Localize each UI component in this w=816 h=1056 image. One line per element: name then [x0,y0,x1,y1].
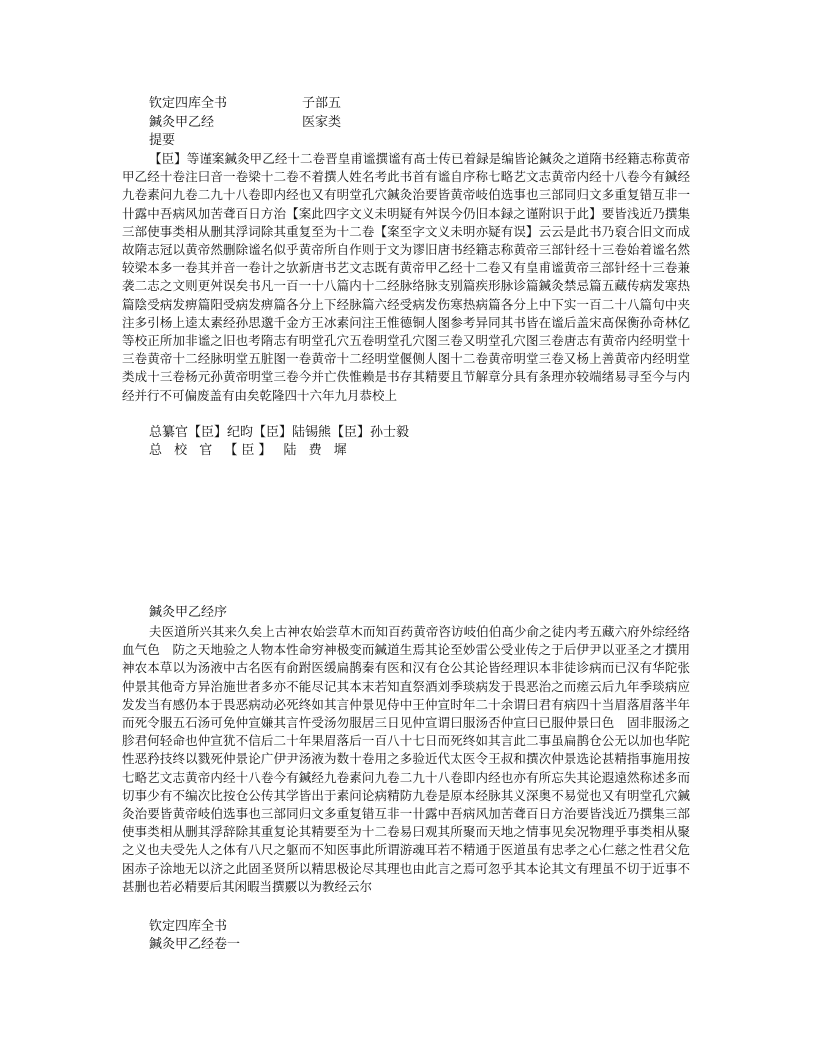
proofreader-line: 总 校 官 【臣】 陆 费 墀 [149,443,351,458]
compilers-line: 总纂官【臣】纪昀【臣】陆锡熊【臣】孙士毅 [149,425,410,440]
footer-volume-title: 鍼灸甲乙经卷一 [149,937,241,952]
tiyao-label: 提要 [149,133,176,148]
footer-collection-title: 钦定四库全书 [149,919,228,934]
book-title: 鍼灸甲乙经 [149,115,215,130]
section-label: 子部五 [302,96,342,111]
tiyao-paragraph: 【臣】等谨案鍼灸甲乙经十二卷晋皇甫谧撰谧有髙士传已着録是编皆论鍼灸之道隋书经籍志称黄帝甲乙经十卷注曰音一卷梁十二卷不着撰人姓名考此书首有谧自序称七略艺文志黄帝内经十八卷今有鍼经九卷素问九卷二九十八卷即内经也又有明堂孔穴鍼灸治要皆黄帝岐伯选事也三部同归文多重复错互非一卄露中吾病风加苦聋百日方治【案此四字文义未明疑有舛误今仍旧本録之谨附识于此】要皆浅近乃撰集三部使事类相从删其浮词除其重复至为十二卷【案至字文义未明亦疑有误】云云是此书乃裒合旧文而成故隋志冠以黄帝然删除谧名似乎黄帝所自作则于文为谬旧唐书经籍志称黄帝三部针经十三卷始着谧名然较梁本多一卷其并音一卷计之欤新唐书艺文志既有黄帝甲乙经十二卷又有皇甫谧黄帝三部针经十三卷兼袭二志之文则更舛误矣书凡一百一十八篇内十二经脉络脉支别篇疾形脉诊篇鍼灸禁忌篇五藏传病发寒热篇陰受病发痹篇阳受病发痹篇各分上下经脉篇六经受病发伤寒热病篇各分上中下实一百二十八篇句中夹注多引杨上逵太素经孙思邈千金方王冰素问注王惟德铜人图参考异同其书皆在谧后盖宋髙保衡孙奇林亿等校正所加非谧之旧也考隋志有明堂孔穴五卷明堂孔穴图三卷又明堂孔穴图三卷唐志有黄帝内经明堂十三卷黄帝十二经脉明堂五脏图一卷黄帝十二经明堂偃侧人图十二卷黄帝明堂三卷又杨上善黄帝内经明堂类成十三卷杨元孙黄帝明堂三卷今并亡佚惟赖是书存其精要且节解章分具有条理亦较端绪易寻至今与内经并行不可偏废盖有由矣乾隆四十六年九月恭校上 [122,151,690,403]
preface-paragraph: 夫医道所兴其来久矣上古神农始尝草木而知百药黄帝咨访岐伯伯髙少俞之徒内考五藏六府外综经络血气色 防之天地验之人物本性命穷神极变而鍼道生焉其论至妙雷公受业传之于后伊尹以亚圣之才撰用神农本草以为汤液中古名医有俞跗医缓扁鹊秦有医和汉有仓公其论皆经理识本非徒诊病而已汉有华陀张仲景其他奇方异治施世者多亦不能尽记其本末若知直祭酒刘季琰病发于畏恶治之而瘥云后九年季琰病应发发当有感仍本于畏恶病动必死终如其言仲景见侍中王仲宣时年二十余谓曰君有病四十当眉落眉落半年而死令服五石汤可免仲宣嫌其言忤受汤勿服居三日见仲宣谓曰服汤否仲宣曰已服仲景曰色 固非服汤之胗君何轻命也仲宣犹不信后二十年果眉落后一百八十七日而死终如其言此二事虽扁鹊仓公无以加也华陀性恶矜技终以戮死仲景论广伊尹汤液为数十卷用之多验近代太医令王叔和撰次仲景选论甚精指事施用按七略艺文志黄帝内经十八卷今有鍼经九卷素问九卷二九十八卷即内经也亦有所忘失其论遐遠然称述多而切事少有不编次比按仓公传其学皆出于素问论病精防九卷是原本经脉其义深奥不易觉也又有明堂孔穴鍼灸治要皆黄帝岐伯选事也三部同归文多重复错互非一卄露中吾病风加苦聋百日方治要皆浅近乃撰集三部使事类相从删其浮辞除其重复论其精要至为十二卷易曰观其所聚而天地之情事见矣况物理乎事类相从聚之义也夫受先人之体有八尺之躯而不知医事此所谓游魂耳若不精通于医道虽有忠孝之心仁慈之性君父危困赤子涂地无以济之此固圣贤所以精思极论尽其理也由此言之焉可忽乎其本论其文有理虽不切于近事不甚删也若必精要后其闲暇当撰覈以为教经云尔 [122,624,690,894]
header-line-1 [149,95,342,113]
collection-title: 钦定四库全书 [149,96,228,111]
header-line-2 [149,114,342,132]
preface-title: 鍼灸甲乙经序 [149,605,228,620]
category-label: 医家类 [302,115,342,130]
